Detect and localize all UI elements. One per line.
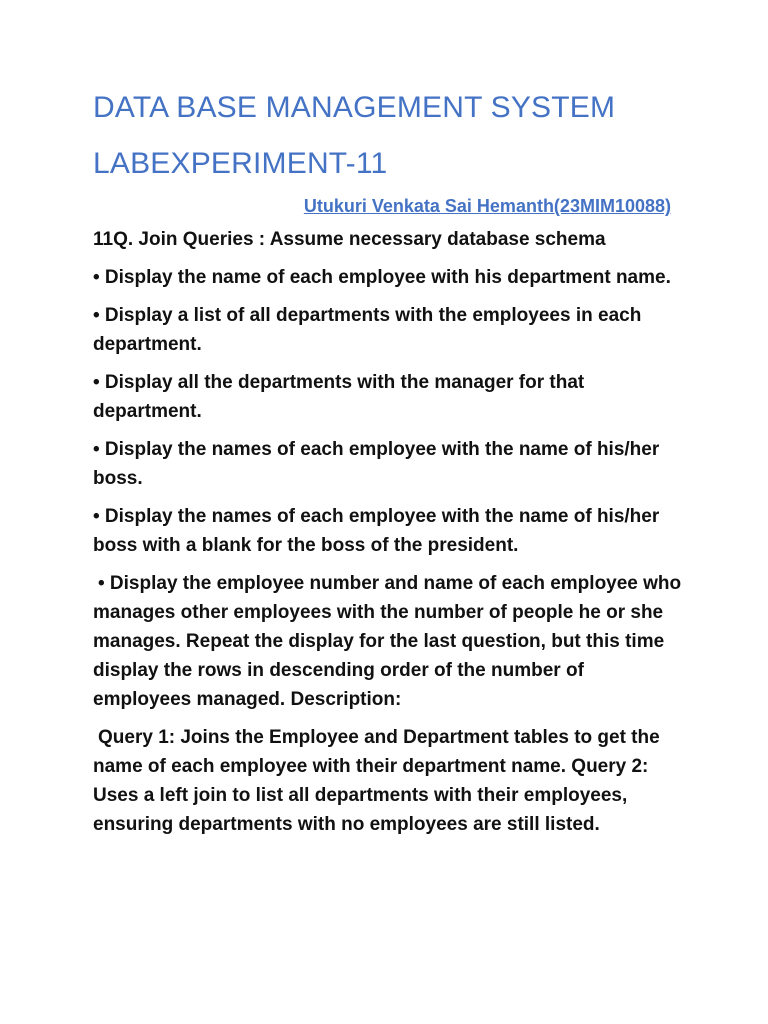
bullet-item-3: • Display all the departments with the manager for that department.	[93, 372, 585, 422]
document-page	[93, 86, 683, 839]
document-title-line-1: DATA BASE MANAGEMENT SYSTEM	[93, 91, 616, 124]
document-title-line-2: LABEXPERIMENT-11	[93, 147, 388, 180]
bullet-item-2: • Display a list of all departments with the employees in each department.	[93, 305, 642, 355]
author-line	[93, 196, 683, 217]
question-heading: 11Q. Join Queries : Assume necessary database schema	[93, 229, 606, 250]
bullet-item-4: • Display the names of each employee with the name of his/her boss.	[93, 439, 660, 489]
bullet-item-5: • Display the names of each employee with the name of his/her boss with a blank for the boss of the president.	[93, 506, 660, 556]
author-link[interactable]: Utukuri Venkata Sai Hemanth(23MIM10088)	[303, 196, 671, 216]
description-paragraph: Query 1: Joins the Employee and Department tables to get the name of each employee with their department name. Query 2: Uses a left join to list all departments with their employees, ensuring departments with no employees are still listed.	[93, 727, 660, 835]
bullet-item-1: • Display the name of each employee with his department name.	[93, 267, 671, 288]
bullet-item-6: • Display the employee number and name of each employee who manages other employees with the number of people he or she manages. Repeat the display for the last question, but this time display the rows in descending order of the number of employees managed. Description:	[93, 573, 682, 710]
